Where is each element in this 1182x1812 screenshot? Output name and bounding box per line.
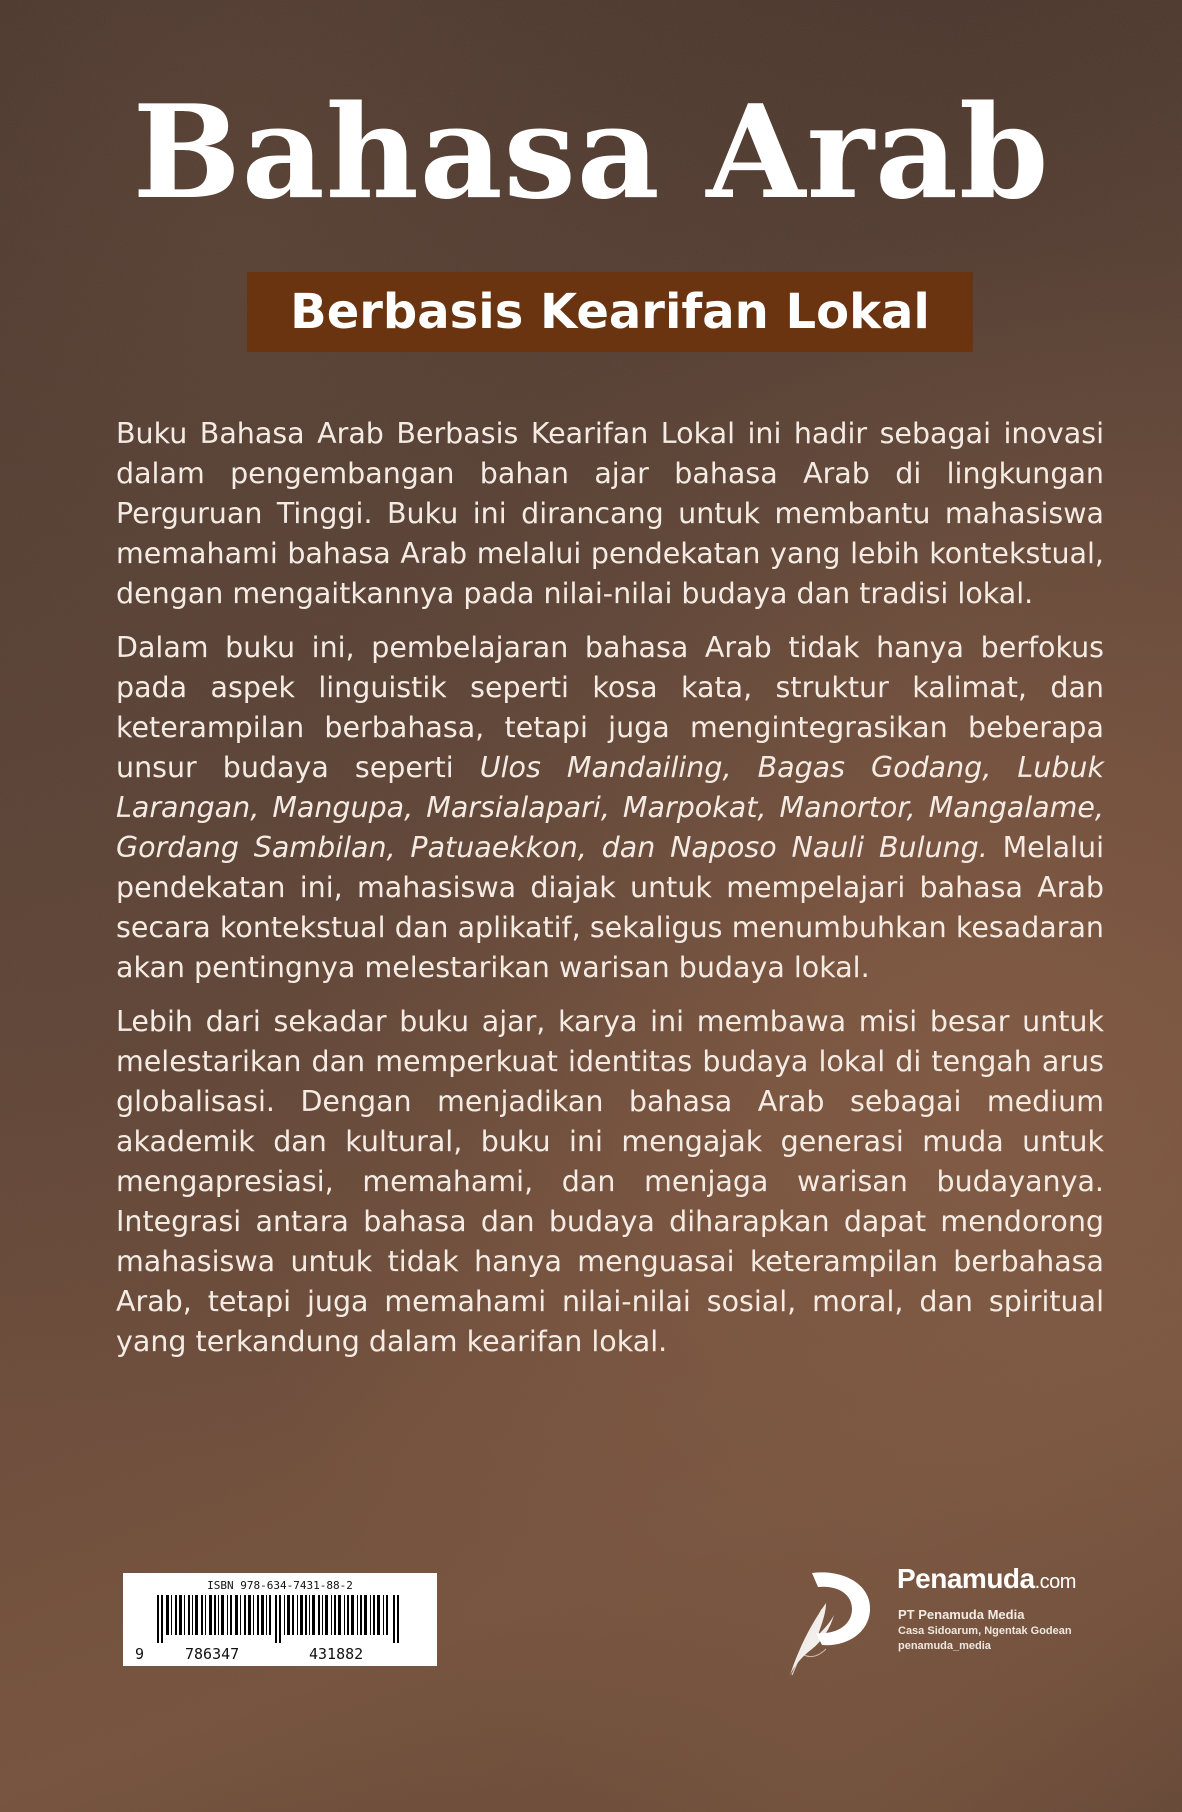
blurb-paragraph-2-end: Melalui pendekatan ini, mahasiswa diajak untuk mempelajari bahasa Arab secara kontekstual dan aplikatif, sekaligus menumbuhkan kesadaran akan pentingnya melestarikan warisan budaya lokal.: [116, 831, 1104, 984]
subtitle-band: [247, 272, 973, 352]
barcode-digit-first: 9: [135, 1645, 145, 1663]
isbn-barcode: [123, 1573, 437, 1666]
barcode-bars: [157, 1595, 403, 1643]
blurb-paragraph-2-start: Dalam buku ini, pembelajaran bahasa Arab tidak hanya berfokus pada aspek linguistik seperti kosa kata, struktur kalimat, dan keterampilan berbahasa, tetapi juga mengintegrasikan beberapa unsur budaya seperti: [116, 631, 1104, 784]
blurb-paragraph-1: Buku Bahasa Arab Berbasis Kearifan Lokal ini hadir sebagai inovasi dalam pengembangan bahan ajar bahasa Arab di lingkungan Perguruan Tinggi. Buku ini dirancang untuk membantu mahasiswa memahami bahasa Arab melalui pendekatan yang lebih kontekstual, dengan mengaitkannya pada nilai-nilai budaya dan tradisi lokal.: [116, 417, 1104, 610]
barcode-digits-right: 431882: [309, 1645, 364, 1663]
book-title: Bahasa Arab: [132, 78, 1050, 228]
book-subtitle: Berbasis Kearifan Lokal: [290, 284, 930, 340]
publisher-address: Casa Sidoarum, Ngentak Godean: [898, 1625, 1072, 1637]
publisher-block: [782, 1563, 1112, 1683]
blurb-paragraph-2: [116, 628, 1104, 988]
barcode-digits-left: 786347: [185, 1645, 240, 1663]
publisher-social-handle: penamuda_media: [898, 1640, 991, 1652]
blurb-paragraph-3: Lebih dari sekadar buku ajar, karya ini membawa misi besar untuk melestarikan dan memperkuat identitas budaya lokal di tengah arus globalisasi. Dengan menjadikan bahasa Arab sebagai medium akademik dan kultural, buku ini mengajak generasi muda untuk mengapresiasi, memahami, dan menjaga warisan budayanya. Integrasi antara bahasa dan budaya diharapkan dapat mendorong mahasiswa untuk tidak hanya menguasai keterampilan berbahasa Arab, tetapi juga memahami nilai-nilai sosial, moral, dan spiritual yang terkandung dalam kearifan lokal.: [116, 1005, 1104, 1358]
blurb: [116, 414, 1104, 1376]
publisher-name: [897, 1563, 1076, 1595]
isbn-label: ISBN 978-634-7431-88-2: [207, 1579, 353, 1592]
blurb-culture-terms: Ulos Mandailing, Bagas Godang, Lubuk Larangan, Mangupa, Marsialapari, Marpokat, Manortor, Mangalame, Gordang Sambilan, Patuaekkon, dan Naposo Nauli Bulung.: [116, 751, 1104, 864]
quill-p-logo-icon: [782, 1563, 878, 1683]
publisher-company: PT Penamuda Media: [898, 1607, 1025, 1622]
publisher-domain: .com: [1034, 1571, 1076, 1593]
publisher-name-text: Penamuda: [897, 1563, 1035, 1594]
